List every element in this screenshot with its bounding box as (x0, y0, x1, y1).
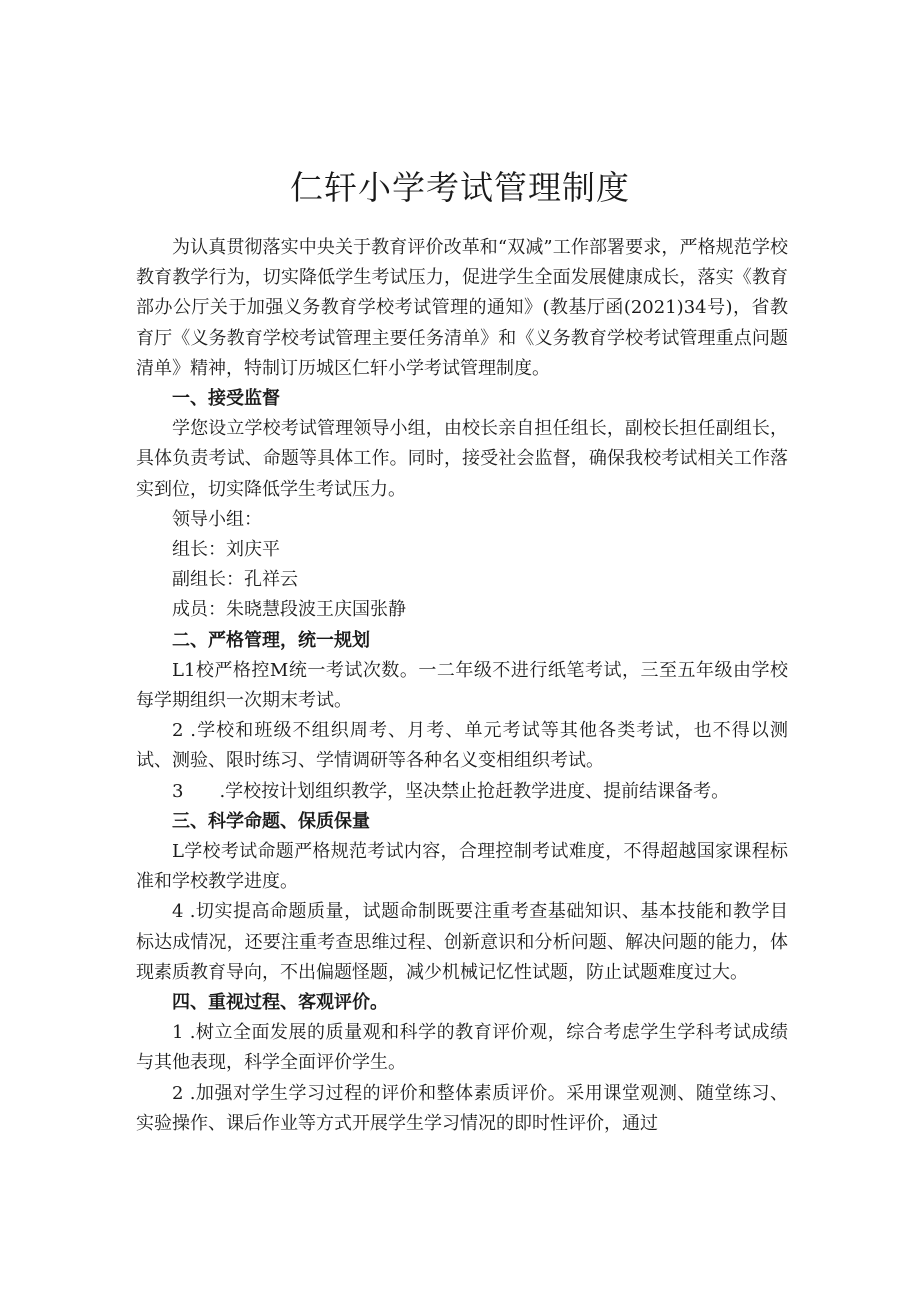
paragraph: 学您设立学校考试管理领导小组，由校长亲自担任组长，副校长担任副组长，具体负责考试、命题等具体工作。同时，接受社会监督，确保我校考试相关工作落实到位，切实降低学生考试压力。 (136, 418, 788, 500)
paragraph: 3 .学校按计划组织教学，坚决禁止抢赶教学进度、提前结课备考。 (172, 780, 730, 802)
document-body (136, 233, 788, 1139)
paragraph: 4 .切实提高命题质量，试题命制既要注重考查基础知识、基本技能和教学目标达成情况，还要注重考查思维过程、创新意识和分析问题、解决问题的能力，体现素质教育导向，不出偏题怪题，减少机械记忆性试题，防止试题难度过大。 (136, 901, 788, 983)
leadership-group-label: 领导小组： (172, 508, 262, 530)
group-leader: 组长：刘庆平 (172, 539, 280, 561)
paragraph: L学校考试命题严格规范考试内容，合理控制考试难度，不得超越国家课程标准和学校教学进度。 (136, 841, 788, 893)
section-heading-management: 二、严格管理，统一规划 (172, 629, 370, 651)
section-heading-proposition: 三、科学命题、保质保量 (172, 810, 370, 832)
paragraph: 2 .加强对学生学习过程的评价和整体素质评价。采用课堂观测、随堂练习、实验操作、课后作业等方式开展学生学习情况的即时性评价，通过 (136, 1082, 788, 1134)
deputy-group-leader: 副组长：孔祥云 (172, 569, 298, 591)
paragraph: 1 .树立全面发展的质量观和科学的教育评价观，综合考虑学生学科考试成绩与其他表现，科学全面评价学生。 (136, 1022, 788, 1074)
section-heading-supervision: 一、接受监督 (172, 388, 280, 410)
paragraph: L1校严格控M统一考试次数。一二年级不进行纸笔考试，三至五年级由学校每学期组织一次期末考试。 (136, 659, 788, 712)
paragraph: 2 .学校和班级不组织周考、月考、单元考试等其他各类考试，也不得以测试、测验、限时练习、学情调研等各种名义变相组织考试。 (136, 720, 788, 772)
group-members: 成员：朱晓慧段波王庆国张静 (172, 599, 406, 621)
section-heading-evaluation: 四、重视过程、客观评价。 (172, 992, 388, 1014)
intro-paragraph: 为认真贯彻落实中央关于教育评价改革和“双减”工作部署要求，严格规范学校教育教学行为，切实降低学生考试压力，促进学生全面发展健康成长，落实《教育部办公厅关于加强义务教育学校考试管理的通知》(教基厅函(2021)34号)，省教育厅《义务教育学校考试管理主要任务清单》和《义务教育学校考试管理重点问题清单》精神，特制订历城区仁轩小学考试管理制度。 (136, 237, 788, 379)
document-title: 仁轩小学考试管理制度 (290, 168, 630, 207)
